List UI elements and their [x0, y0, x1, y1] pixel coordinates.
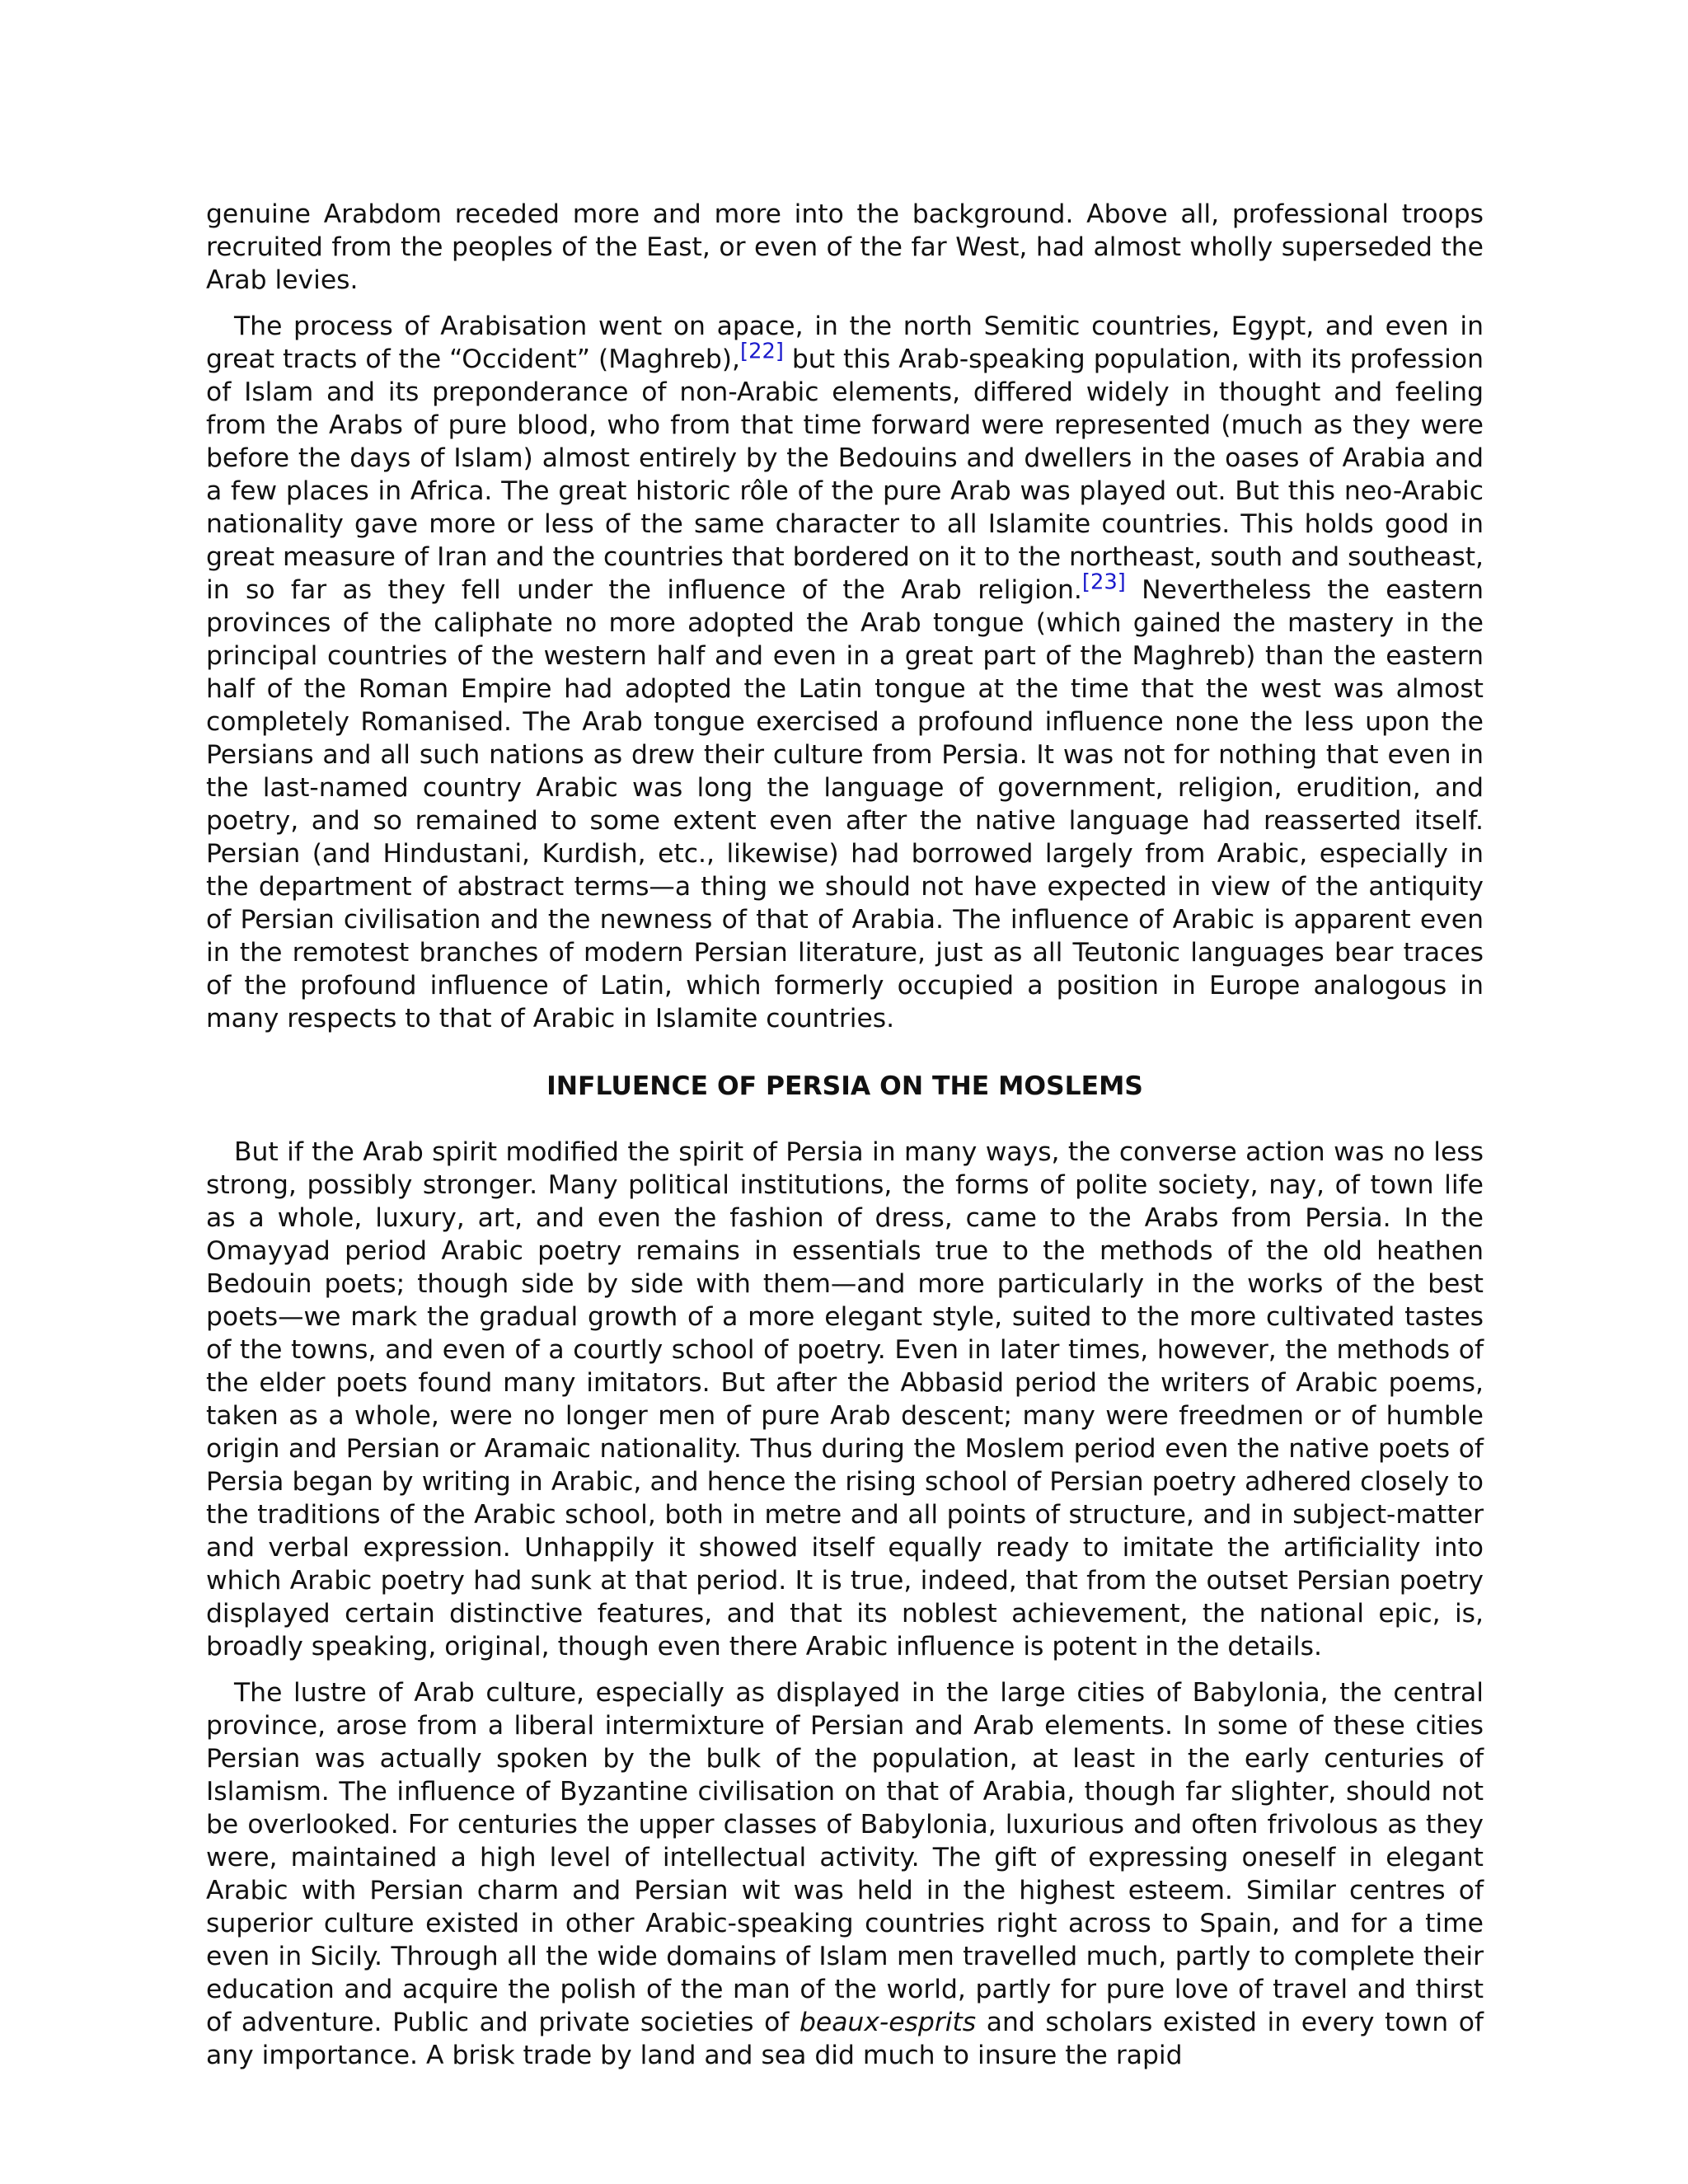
section-heading: INFLUENCE OF PERSIA ON THE MOSLEMS [546, 1071, 1143, 1101]
paragraph-1: genuine Arabdom receded more and more into the background. Above all, professional troops recruited from the peoples of the East, or even of the far West, had almost wholly superseded the Arab levies. [206, 199, 1484, 295]
document-page [206, 198, 1484, 2085]
footnote-link-23[interactable]: [23] [1081, 569, 1126, 595]
paragraph-4-text-b: and scholars existed in every town of any importance. A brisk trade by land and sea did much to insure the rapid [206, 2008, 1484, 2070]
paragraph-3: But if the Arab spirit modified the spirit of Persia in many ways, the converse action was no less strong, possibly stronger. Many political institutions, the forms of polite society, nay, of town life as a whole, luxury, art, and even the fashion of dress, came to the Arabs from Persia. In the Omayyad period Arabic poetry remains in essentials true to the methods of the old heathen Bedouin poets; though side by side with them—and more particularly in the works of the best poets—we mark the gradual growth of a more elegant style, suited to the more cultivated tastes of the towns, and even of a courtly school of poetry. Even in later times, however, the methods of the elder poets found many imitators. But after the Abbasid period the writers of Arabic poems, taken as a whole, were no longer men of pure Arab descent; many were freedmen or of humble origin and Persian or Aramaic nationality. Thus during the Moslem period even the native poets of Persia began by writing in Arabic, and hence the rising school of Persian poetry adhered closely to the traditions of the Arabic school, both in metre and all points of structure, and in subject-matter and verbal expression. Unhappily it showed itself equally ready to imitate the artificiality into which Arabic poetry had sunk at that period. It is true, indeed, that from the outset Persian poetry displayed certain distinctive features, and that its noblest achievement, the national epic, is, broadly speaking, original, though even there Arabic influence is potent in the details. [206, 1137, 1484, 1661]
paragraph-4-emphasis: beaux-esprits [799, 2008, 977, 2037]
paragraph-2-text-c: Nevertheless the eastern provinces of the caliphate no more adopted the Arab tongue (which gained the mastery in the principal countries of the western half and even in a great part of the Maghreb) than the eastern half of the Roman Empire had adopted the Latin tongue at the time that the west was almost completely Romanised. The Arab tongue exercised a profound influence none the less upon the Persians and all such nations as drew their culture from Persia. It was not for nothing that even in the last-named country Arabic was long the language of government, religion, erudition, and poetry, and so remained to some extent even after the native language had reasserted itself. Persian (and Hindustani, Kurdish, etc., likewise) had borrowed largely from Arabic, especially in the department of abstract terms—a thing we should not have expected in view of the antiquity of Persian civilisation and the newness of that of Arabia. The influence of Arabic is apparent even in the remotest branches of modern Persian literature, just as all Teutonic languages bear traces of the profound influence of Latin, which formerly occupied a position in Europe analogous in many respects to that of Arabic in Islamite countries. [206, 575, 1484, 1033]
paragraph-4 [206, 1676, 1484, 2072]
paragraph-4-text-a: The lustre of Arab culture, especially as displayed in the large cities of Babylonia, the central province, arose from a liberal intermixture of Persian and Arab elements. In some of these cities Persian was actually spoken by the bulk of the population, at least in the early centuries of Islamism. The influence of Byzantine civilisation on that of Arabia, though far slighter, should not be overlooked. For centuries the upper classes of Babylonia, luxurious and often frivolous as they were, maintained a high level of intellectual activity. The gift of expressing oneself in elegant Arabic with Persian charm and Persian wit was held in the highest esteem. Similar centres of superior culture existed in other Arabic-speaking countries right across to Spain, and for a time even in Sicily. Through all the wide domains of Islam men travelled much, partly to complete their education and acquire the polish of the man of the world, partly for pure love of travel and thirst of adventure. Public and private societies of [206, 1678, 1484, 2037]
paragraph-2 [206, 310, 1484, 1035]
paragraph-2-text-a: The process of Arabisation went on apace, in the north Semitic countries, Egypt, and even in great tracts of the “Occident” (Maghreb), [206, 312, 1484, 374]
footnote-link-22[interactable]: [22] [740, 339, 784, 364]
paragraph-2-text-b: but this Arab-speaking population, with its profession of Islam and its preponderance of non-Arabic elements, differed widely in thought and feeling from the Arabs of pure blood, who from that time forward were represented (much as they were before the days of Islam) almost entirely by the Bedouins and dwellers in the oases of Arabia and a few places in Africa. The great historic rôle of the pure Arab was played out. But this neo-Arabic nationality gave more or less of the same character to all Islamite countries. This holds good in great measure of Iran and the countries that bordered on it to the northeast, south and southeast, in so far as they fell under the influence of the Arab religion. [206, 344, 1484, 605]
